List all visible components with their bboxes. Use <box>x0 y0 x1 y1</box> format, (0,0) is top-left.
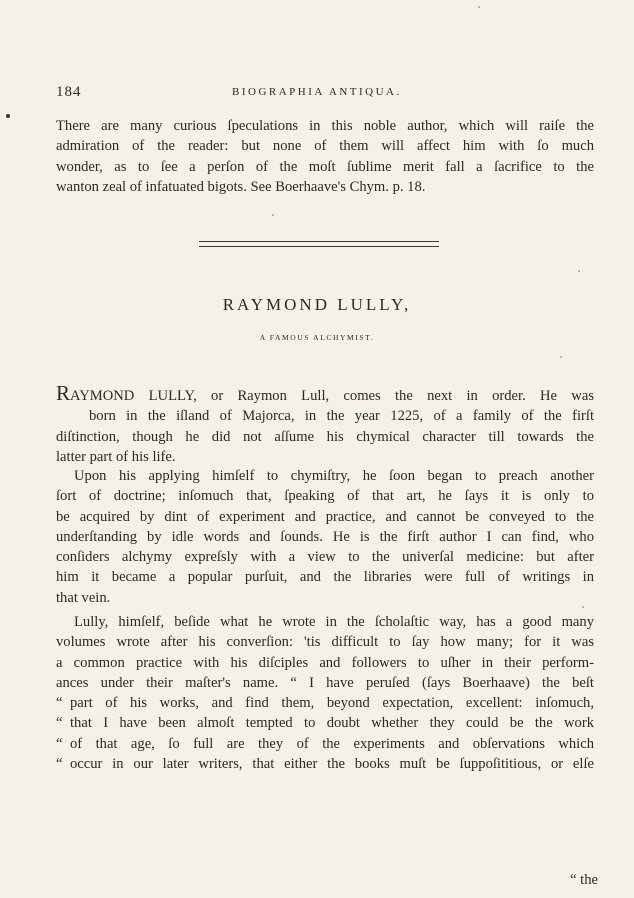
quoted-line <box>56 693 594 713</box>
text-line: conſiders alchymy expreſsly with a view to the univerſal medicine: but after <box>56 549 594 566</box>
page-number: 184 <box>56 84 82 100</box>
paper-speck <box>560 356 562 358</box>
paper-speck <box>582 606 584 608</box>
paragraph-2 <box>56 466 594 608</box>
catchword: “ the <box>570 872 598 888</box>
paragraph-3 <box>56 612 594 774</box>
text-line: be acquired by dint of experiment and practice, and cannot be conveyed to the <box>56 508 594 525</box>
text-line: There are many curious ſpeculations in this noble author, which will raiſe the <box>56 118 594 134</box>
running-head <box>56 84 596 104</box>
section-divider-thick <box>199 241 439 242</box>
section-divider-thin <box>199 246 439 247</box>
text-line: that vein. <box>56 589 111 606</box>
quote-mark: “ <box>56 756 63 773</box>
quoted-text: part of his works, and find them, beyond expectation, excellent: inſomuch, <box>70 695 594 712</box>
quoted-line <box>56 734 594 754</box>
quoted-line <box>56 754 594 774</box>
quoted-line <box>56 713 594 733</box>
paragraph-1 <box>56 383 594 467</box>
text-line: ſort of doctrine; inſomuch that, ſpeaking of that art, he ſays it is only to <box>56 488 594 505</box>
text-line: underſtanding by idle words and ſounds. He is the firſt author I can find, who <box>56 528 594 545</box>
quoted-text: that I have been almoſt tempted to doubt whether they could be the work <box>70 715 594 732</box>
carryover-paragraph <box>56 116 594 197</box>
text-line <box>56 383 594 406</box>
text-line: ances under their maſter's name. “ I have peruſed (ſays Boerhaave) the beſt <box>56 674 594 691</box>
margin-dot <box>6 114 10 118</box>
running-title: BIOGRAPHIA ANTIQUA. <box>232 86 402 98</box>
text-line: Lully, himſelf, beſide what he wrote in the ſcholaſtic way, has a good many <box>74 614 594 630</box>
text-line: wonder, as to ſee a perſon of the moſt ſublime merit fall a ſacrifice to the <box>56 158 594 175</box>
quoted-text: occur in our later writers, that either the books muſt be ſuppoſititious, or elſe <box>70 756 594 773</box>
text-line: diſtinction, though he did not aſſume his chymical character till towards the <box>56 428 594 445</box>
paper-speck <box>272 214 274 216</box>
text-line: latter part of his life. <box>56 448 176 465</box>
text-line: him it became a popular purſuit, and the libraries were full of writings in <box>56 569 594 586</box>
section-subheading: A FAMOUS ALCHYMIST. <box>259 333 375 342</box>
drop-cap: R <box>56 381 71 405</box>
text-line: Upon his applying himſelf to chymiſtry, he ſoon began to preach another <box>74 468 594 484</box>
section-heading: RAYMOND LULLY, <box>222 295 412 314</box>
quoted-text: of that age, ſo full are they of the experiments and obſervations which <box>70 735 594 752</box>
quote-mark: “ <box>56 715 63 732</box>
text-line: born in the iſland of Majorca, in the year 1225, of a family of the firſt <box>89 408 594 425</box>
paper-speck <box>478 6 480 8</box>
first-line-text: AYMOND LULLY, or Raymon Lull, comes the next in order. He was <box>70 388 594 404</box>
text-line: wanton zeal of infatuated bigots. See Boerhaave's Chym. p. 18. <box>56 178 426 195</box>
quote-mark: “ <box>56 735 63 752</box>
quote-mark: “ <box>56 695 63 712</box>
text-line: a common practice with his diſciples and followers to uſher in their perform- <box>56 654 594 671</box>
text-line: admiration of the reader: but none of them will affect him with ſo much <box>56 138 594 155</box>
text-line: volumes wrote after his converſion: 'tis difficult to ſay how many; for it was <box>56 634 594 651</box>
paper-speck <box>578 270 580 272</box>
